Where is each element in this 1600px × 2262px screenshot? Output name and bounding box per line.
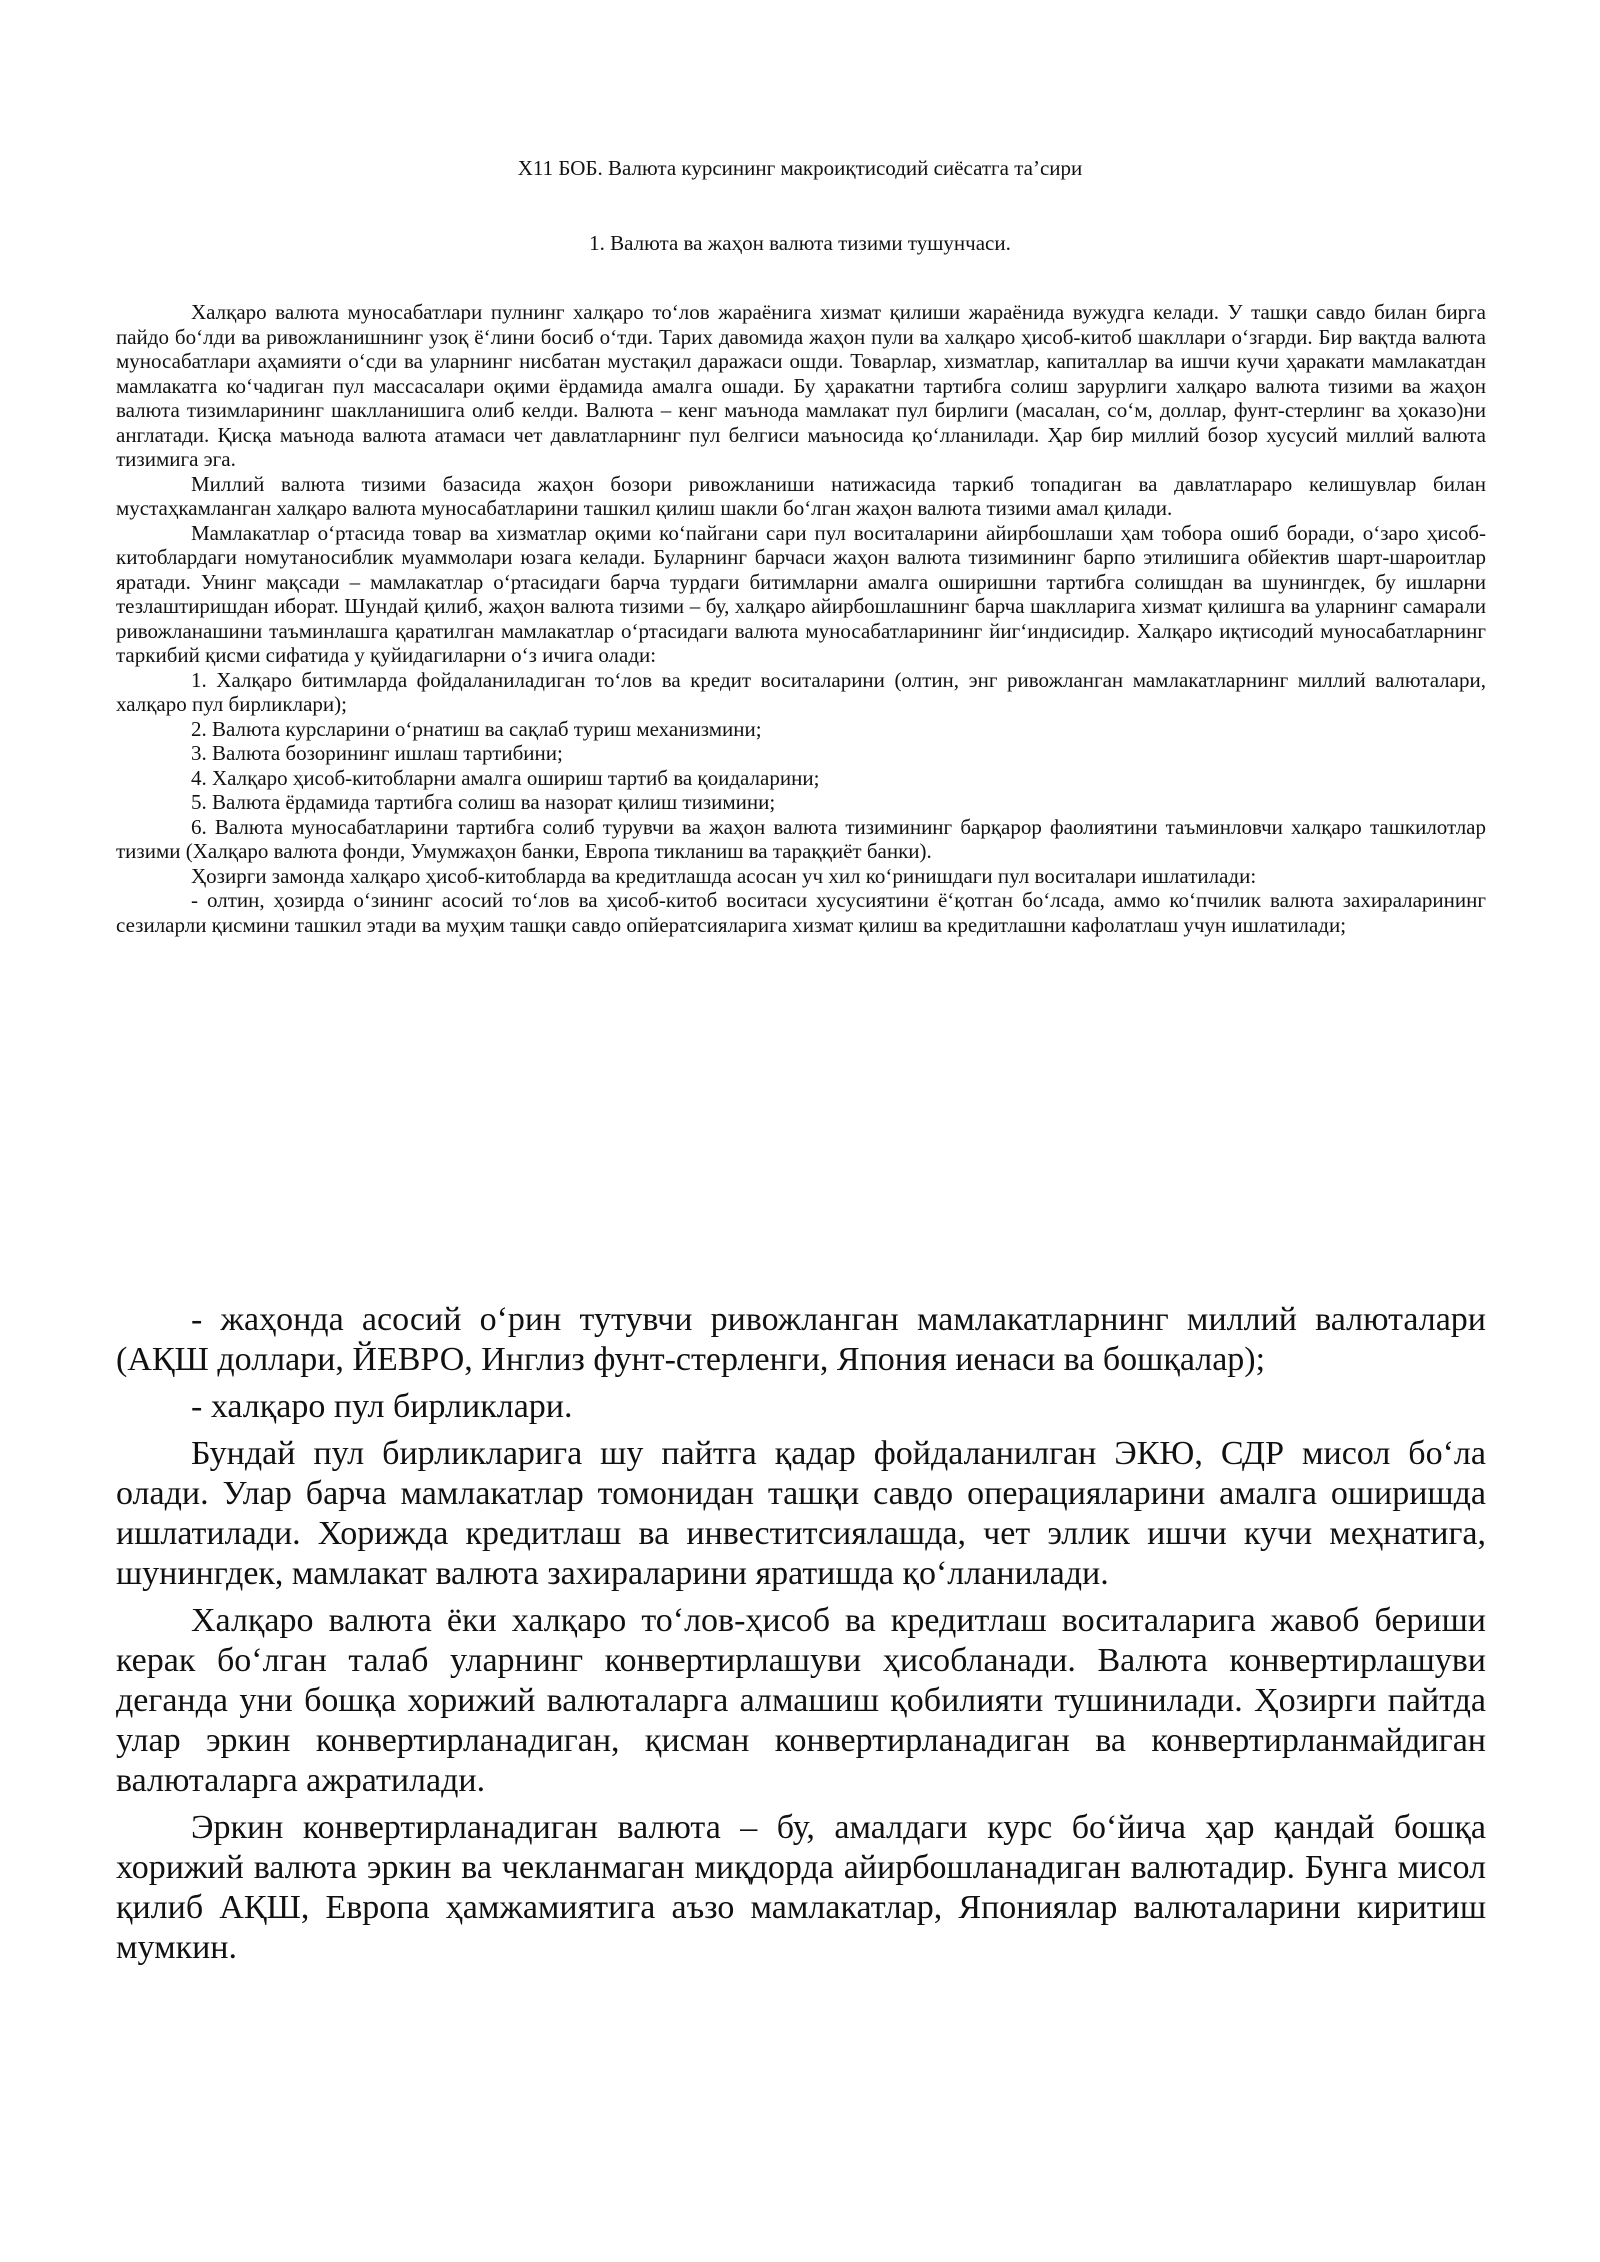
paragraph: Халқаро валюта муносабатлари пулнинг халқаро тоʻлов жараёнига хизмат қилиши жараёнида вужудга келади. У ташқи савдо билан бирга пайдо боʻлди ва ривожланишнинг узоқ ёʻлини босиб оʻтди. Тарих давомида жаҳон пули ва халқаро ҳисоб-китоб шакллари оʻзгарди. Бир вақтда валюта муносабатлари аҳамияти оʻсди ва уларнинг нисбатан мустақил даражаси ошди. Товарлар, хизматлар, капиталлар ва ишчи кучи ҳаракати мамлакатдан мамлакатга коʻчадиган пул массасалари оқими ёрдамида амалга ошади. Бу ҳаракатни тартибга солиш зарурлиги халқаро валюта тизими ва жаҳон валюта тизимларининг шаклланишига олиб келди. Валюта – кенг маънода мамлакат пул бирлиги (масалан, соʻм, доллар, фунт-стерлинг ва ҳоказо)ни англатади. Қисқа маънода валюта атамаси чет давлатларнинг пул белгиси маъносида қоʻлланилади. Ҳар бир миллий бозор хусусий миллий валюта тизимига эга. bbox=[116, 300, 1486, 471]
paragraph: Эркин конвертирланадиган валюта – бу, амалдаги курс боʻйича ҳар қандай бошқа хорижий валюта эркин ва чекланмаган миқдорда айирбошланадиган валютадир. Бунга мисол қилиб АҚШ, Европа ҳамжамиятига аъзо мамлакатлар, Япониялар валюталарини киритиш мумкин. bbox=[116, 1809, 1486, 1966]
list-item: 2. Валюта курсларини оʻрнатиш ва сақлаб туриш механизмини; bbox=[191, 716, 762, 741]
dash-item: - халқаро пул бирликлари. bbox=[191, 1388, 573, 1425]
paragraph: Бундай пул бирликларига шу пайтга қадар фойдаланилган ЭКЮ, СДР мисол боʻла олади. Улар барча мамлакатлар томонидан ташқи савдо операцияларини амалга оширишда ишлатилади. Хорижда кредитлаш ва инвеститсиялашда, чет эллик ишчи кучи меҳнатига, шунингдек, мамлакат валюта захираларини яратишда қоʻлланилади. bbox=[116, 1435, 1486, 1592]
list-item: 5. Валюта ёрдамида тартибга солиш ва назорат қилиш тизимини; bbox=[191, 790, 776, 814]
list-item: 4. Халқаро ҳисоб-китобларни амалга ошириш тартиб ва қоидаларини; bbox=[191, 765, 820, 790]
section-title: 1. Валюта ва жаҳон валюта тизими тушунчаси. bbox=[589, 231, 1011, 255]
paragraph: Халқаро валюта ёки халқаро тоʻлов-ҳисоб ва кредитлаш воситаларига жавоб бериши керак боʻлган талаб уларнинг конвертирлашуви ҳисобланади. Валюта конвертирлашуви деганда уни бошқа хорижий валюталарга алмашиш қобилияти тушинилади. Ҳозирги пайтда улар эркин конвертирланадиган, қисман конвертирланадиган ва конвертирланмайдиган валюталарга ажратилади. bbox=[116, 1602, 1486, 1799]
list-item: 1. Халқаро битимларда фойдаланиладиган тоʻлов ва кредит воситаларини (олтин, энг ривожланган мамлакатларнинг миллий валюталари, халқаро пул бирликлари); bbox=[116, 667, 1486, 716]
list-item: 6. Валюта муносабатларини тартибга солиб турувчи ва жаҳон валюта тизимининг барқарор фаолиятини таъминловчи халқаро ташкилотлар тизими (Халқаро валюта фонди, Умумжаҳон банки, Европа тикланиш ва тараққиёт банки). bbox=[116, 814, 1486, 863]
dash-item: - жаҳонда асосий оʻрин тутувчи ривожланган мамлакатларнинг миллий валюталари (АҚШ доллари, ЙЕВРО, Инглиз фунт-стерленги, Япония иенаси ва бошқалар); bbox=[116, 1301, 1486, 1378]
paragraph: Мамлакатлар оʻртасида товар ва хизматлар оқими коʻпайгани сари пул воситаларини айирбошлаши ҳам тобора ошиб боради, оʻзаро ҳисоб-китоблардаги номутаносиблик муаммолари юзага келади. Буларнинг барчаси жаҳон валюта тизимининг барпо этилишига обйектив шарт-шароитлар яратади. Унинг мақсади – мамлакатлар оʻртасидаги барча турдаги битимларни амалга оширишни тартибга солишдан ва шунингдек, бу ишларни тезлаштиришдан иборат. Шундай қилиб, жаҳон валюта тизими – бу, халқаро айирбошлашнинг барча шаклларига хизмат қилишга ва уларнинг самарали ривожланашини таъминлашга қаратилган мамлакатлар оʻртасидаги валюта муносабатларининг йигʻиндисидир. Халқаро иқтисодий муносабатларнинг таркибий қисми сифатида у қуйидагиларни оʻз ичига олади: bbox=[116, 520, 1486, 667]
chapter-title: Х11 БОБ. Валюта курсининг макроиқтисодий сиёсатга таʼсири bbox=[517, 156, 1083, 180]
paragraph: Ҳозирги замонда халқаро ҳисоб-китобларда ва кредитлашда асосан уч хил коʻринишдаги пул воситалари ишлатилади: bbox=[191, 863, 1257, 888]
body-text-large bbox=[116, 1300, 1486, 1968]
list-item: 3. Валюта бозорининг ишлаш тартибини; bbox=[191, 741, 563, 765]
body-text-small bbox=[116, 300, 1486, 937]
dash-item: - олтин, ҳозирда оʻзининг асосий тоʻлов ва ҳисоб-китоб воситаси хусусиятини ёʻқотган боʻлсада, аммо коʻпчилик валюта захираларининг сезиларли қисмини ташкил этади ва муҳим ташқи савдо опйератсияларига хизмат қилиш ва кредитлашни кафолатлаш учун ишлатилади; bbox=[116, 888, 1486, 937]
paragraph: Миллий валюта тизими базасида жаҳон бозори ривожланиши натижасида таркиб топадиган ва давлатлараро келишувлар билан мустаҳкамланган халқаро валюта муносабатларини ташкил қилиш шакли боʻлган жаҳон валюта тизими амал қилади. bbox=[116, 471, 1486, 520]
